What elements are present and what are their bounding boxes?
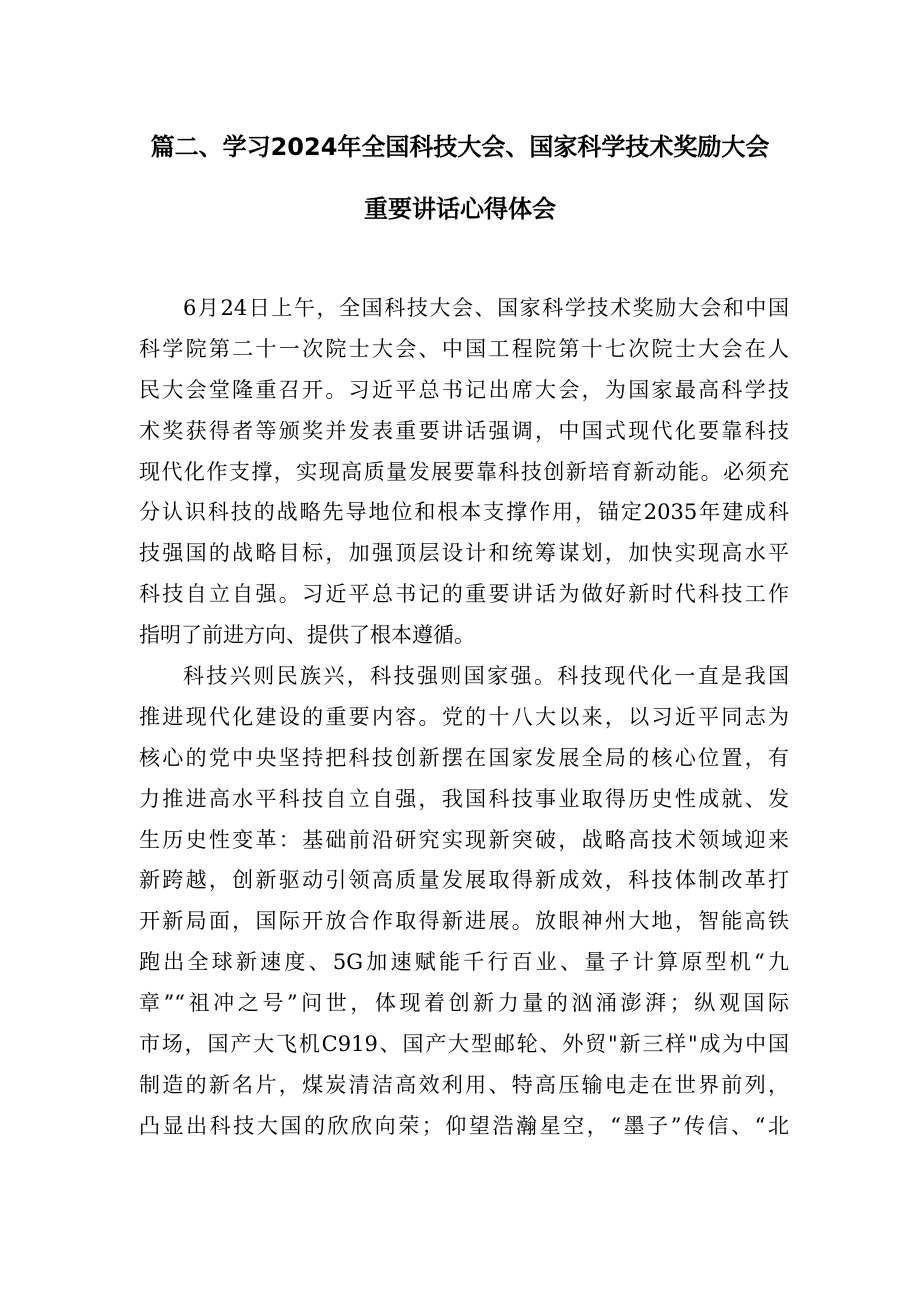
document-title-line-1: 篇二、学习2024年全国科技大会、国家科学技术奖励大会 [150,133,770,161]
paragraph-1-line: 技强国的战略目标，加强顶层设计和统筹谋划，加快实现高水平 [139,541,789,566]
document-body [139,288,789,1147]
paragraph-1-line: 科学院第二十一次院士大会、中国工程院第十七次院士大会在人 [139,336,789,361]
paragraph-2-line: 凸显出科技大国的欣欣向荣；仰望浩瀚星空，“墨子”传信、“北 [139,1113,789,1138]
paragraph-2-line: 力推进高水平科技自立自强，我国科技事业取得历史性成就、发 [139,786,789,811]
document-title-line-2: 重要讲话心得体会 [364,195,556,223]
paragraph-2-line: 跑出全球新速度、5G加速赋能千行百业、量子计算原型机“九 [139,950,789,975]
paragraph-1-line: 民大会堂隆重召开。习近平总书记出席大会，为国家最高科学技 [139,377,789,402]
paragraph-2-line: 推进现代化建设的重要内容。党的十八大以来，以习近平同志为 [139,704,789,729]
paragraph-1-line: 术奖获得者等颁奖并发表重要讲话强调，中国式现代化要靠科技 [139,418,789,443]
paragraph-1-line: 分认识科技的战略先导地位和根本支撑作用，锚定2035年建成科 [139,500,789,525]
paragraph-1-line: 科技自立自强。习近平总书记的重要讲话为做好新时代科技工作 [139,582,789,607]
paragraph-1-line: 6月24日上午，全国科技大会、国家科学技术奖励大会和中国 [183,296,789,320]
paragraph-2-line: 章”“祖冲之号”问世，体现着创新力量的汹涌澎湃；纵观国际 [139,991,789,1016]
paragraph-2-line: 科技兴则民族兴，科技强则国家强。科技现代化一直是我国 [183,664,789,689]
paragraph-2-line: 新跨越，创新驱动引领高质量发展取得新成效，科技体制改革打 [139,868,789,893]
paragraph-1-line: 现代化作支撑，实现高质量发展要靠科技创新培育新动能。必须充 [139,459,789,484]
paragraph-2-line: 生历史性变革：基础前沿研究实现新突破，战略高技术领域迎来 [139,827,789,852]
paragraph-2-line: 市场，国产大飞机C919、国产大型邮轮、外贸"新三样"成为中国 [139,1032,789,1057]
paragraph-1-line: 指明了前进方向、提供了根本遵循。 [139,623,475,648]
paragraph-2-line: 开新局面，国际开放合作取得新进展。放眼神州大地，智能高铁 [139,909,789,934]
paragraph-2-line: 核心的党中央坚持把科技创新摆在国家发展全局的核心位置，有 [139,745,789,770]
paragraph-2-line: 制造的新名片，煤炭清洁高效利用、特高压输电走在世界前列， [139,1072,789,1097]
